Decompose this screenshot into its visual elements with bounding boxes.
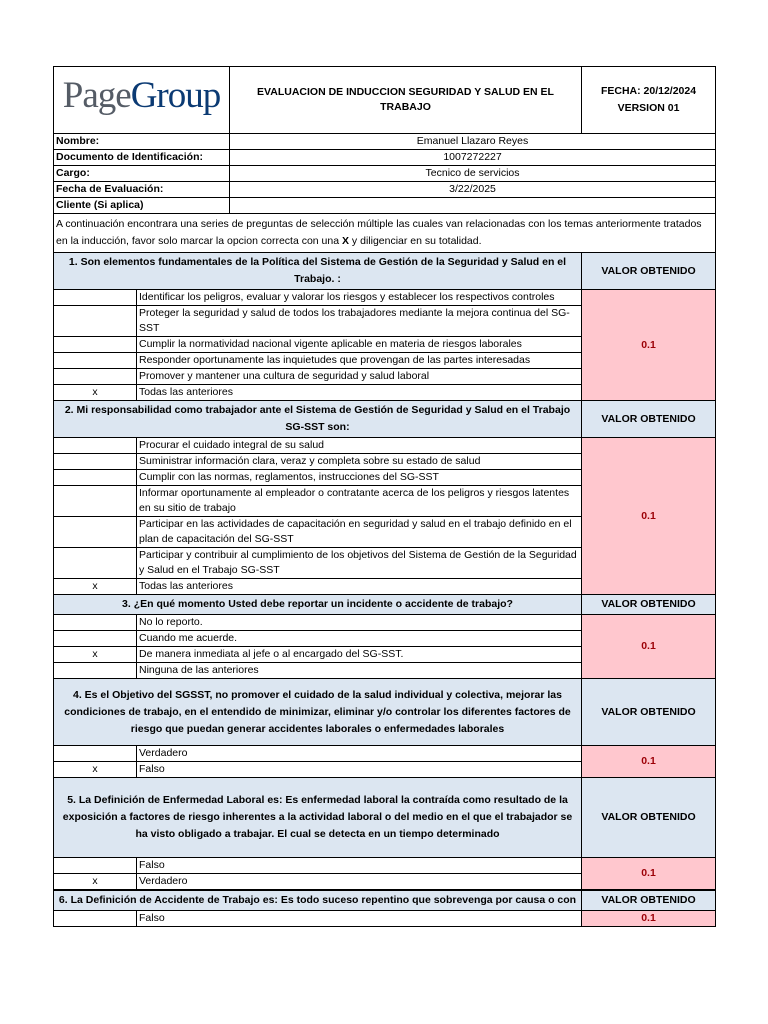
answer-mark-cell[interactable] (54, 517, 137, 548)
instructions-text: A continuación encontrara una series de preguntas de selección múltiple las cuales van relacionadas con los temas anteriormente tratados en la inducción, favor solo marcar la opcion correcta con una X y diligenciar en su totalidad. (54, 214, 716, 253)
answer-option-text: Todas las anteriores (137, 385, 582, 401)
client-label: Cliente (Si aplica) (54, 198, 230, 214)
answer-mark-cell[interactable] (54, 454, 137, 470)
score-cell: 0.1 (582, 746, 716, 778)
answer-mark-cell[interactable] (54, 911, 137, 927)
score-cell: 0.1 (582, 290, 716, 401)
evaluation-date-label: Fecha de Evaluación: (54, 182, 230, 198)
question-1-text: 1. Son elementos fundamentales de la Política del Sistema de Gestión de la Seguridad y Salud en el Trabajo. : (54, 253, 582, 290)
score-cell: 0.1 (582, 438, 716, 595)
answer-mark-cell[interactable] (54, 858, 137, 874)
value-obtained-header: VALOR OBTENIDO (582, 595, 716, 615)
score-cell: 0.1 (582, 911, 716, 927)
answer-option-text: Ninguna de las anteriores (137, 663, 582, 679)
answer-option-text: Cuando me acuerde. (137, 631, 582, 647)
answer-option-text: De manera inmediata al jefe o al encargado del SG-SST. (137, 647, 582, 663)
question-2-text: 2. Mi responsabilidad como trabajador ante el Sistema de Gestión de Seguridad y Salud en el Trabajo SG-SST son: (54, 401, 582, 438)
logo-group-text: Group (130, 75, 221, 116)
id-document-field[interactable]: 1007272227 (230, 150, 716, 166)
answer-option-text: Responder oportunamente las inquietudes que provengan de las partes interesadas (137, 353, 582, 369)
answer-option-text: Participar y contribuir al cumplimiento de los objetivos del Sistema de Gestión de la Seguridad y Salud en el Trabajo SG-SST (137, 548, 582, 579)
score-cell: 0.1 (582, 615, 716, 679)
logo-page-text: Page (62, 75, 131, 116)
answer-option-text: Suministrar información clara, veraz y completa sobre su estado de salud (137, 454, 582, 470)
answer-option-text: Promover y mantener una cultura de seguridad y salud laboral (137, 369, 582, 385)
answer-mark-cell[interactable] (54, 306, 137, 337)
answer-option-text: Verdadero (137, 746, 582, 762)
name-label: Nombre: (54, 134, 230, 150)
name-field[interactable]: Emanuel Llazaro Reyes (230, 134, 716, 150)
company-logo (54, 67, 230, 134)
answer-mark-cell[interactable] (54, 486, 137, 517)
value-obtained-header: VALOR OBTENIDO (582, 778, 716, 858)
document-title: EVALUACION DE INDUCCION SEGURIDAD Y SALUD EN EL TRABAJO (230, 67, 582, 134)
answer-option-text: Identificar los peligros, evaluar y valorar los riesgos y establecer los respectivos controles (137, 290, 582, 306)
answer-mark-cell[interactable] (54, 438, 137, 454)
question-4-text: 4. Es el Objetivo del SGSST, no promover el cuidado de la salud individual y colectiva, mejorar las condiciones de trabajo, en el entendido de minimizar, eliminar y/o controlar los diferentes factores de riesgo que puedan generar accidentes laborales o enfermedades laborales (54, 679, 582, 746)
question-6-text: 6. La Definición de Accidente de Trabajo es: Es todo suceso repentino que sobrevenga por causa o con (54, 890, 582, 911)
answer-option-text: No lo reporto. (137, 615, 582, 631)
evaluation-date-field[interactable]: 3/22/2025 (230, 182, 716, 198)
answer-option-text: Informar oportunamente al empleador o contratante acerca de los peligros y riesgos latentes en su sitio de trabajo (137, 486, 582, 517)
answer-option-text: Falso (137, 762, 582, 778)
date-version-cell (582, 67, 716, 134)
answer-mark-cell[interactable]: x (54, 874, 137, 891)
answer-mark-cell[interactable] (54, 548, 137, 579)
answer-option-text: Cumplir la normatividad nacional vigente aplicable en materia de riesgos laborales (137, 337, 582, 353)
answer-option-text: Todas las anteriores (137, 579, 582, 595)
answer-mark-cell[interactable] (54, 663, 137, 679)
answer-mark-cell[interactable]: x (54, 385, 137, 401)
answer-option-text: Falso (137, 858, 582, 874)
answer-option-text: Procurar el cuidado integral de su salud (137, 438, 582, 454)
answer-option-text: Falso (137, 911, 582, 927)
answer-mark-cell[interactable]: x (54, 762, 137, 778)
position-field[interactable]: Tecnico de servicios (230, 166, 716, 182)
answer-mark-cell[interactable]: x (54, 579, 137, 595)
value-obtained-header: VALOR OBTENIDO (582, 401, 716, 438)
question-5-text: 5. La Definición de Enfermedad Laboral es: Es enfermedad laboral la contraída como resultado de la exposición a factores de riesgo inherentes a la actividad laboral o del medio en el que el trabajador se ha visto obligado a trabajar. El cual se detecta en un tiempo determinado (54, 778, 582, 858)
value-obtained-header: VALOR OBTENIDO (582, 679, 716, 746)
answer-mark-cell[interactable] (54, 746, 137, 762)
score-cell: 0.1 (582, 858, 716, 891)
answer-option-text: Proteger la seguridad y salud de todos los trabajadores mediante la mejora continua del SG-SST (137, 306, 582, 337)
value-obtained-header: VALOR OBTENIDO (582, 253, 716, 290)
id-document-label: Documento de Identificación: (54, 150, 230, 166)
answer-option-text: Participar en las actividades de capacitación en seguridad y salud en el trabajo definido en el plan de capacitación del SG-SST (137, 517, 582, 548)
document-version: VERSION 01 (617, 102, 680, 114)
answer-mark-cell[interactable] (54, 615, 137, 631)
evaluation-sheet (53, 66, 715, 927)
value-obtained-header: VALOR OBTENIDO (582, 890, 716, 911)
document-date: FECHA: 20/12/2024 (600, 85, 697, 97)
position-label: Cargo: (54, 166, 230, 182)
answer-mark-cell[interactable] (54, 369, 137, 385)
answer-mark-cell[interactable] (54, 470, 137, 486)
client-field[interactable] (230, 198, 716, 214)
answer-mark-cell[interactable] (54, 337, 137, 353)
question-3-text: 3. ¿En qué momento Usted debe reportar un incidente o accidente de trabajo? (54, 595, 582, 615)
answer-mark-cell[interactable] (54, 631, 137, 647)
answer-mark-cell[interactable] (54, 353, 137, 369)
answer-mark-cell[interactable] (54, 290, 137, 306)
answer-option-text: Cumplir con las normas, reglamentos, instrucciones del SG-SST (137, 470, 582, 486)
answer-mark-cell[interactable]: x (54, 647, 137, 663)
answer-option-text: Verdadero (137, 874, 582, 891)
